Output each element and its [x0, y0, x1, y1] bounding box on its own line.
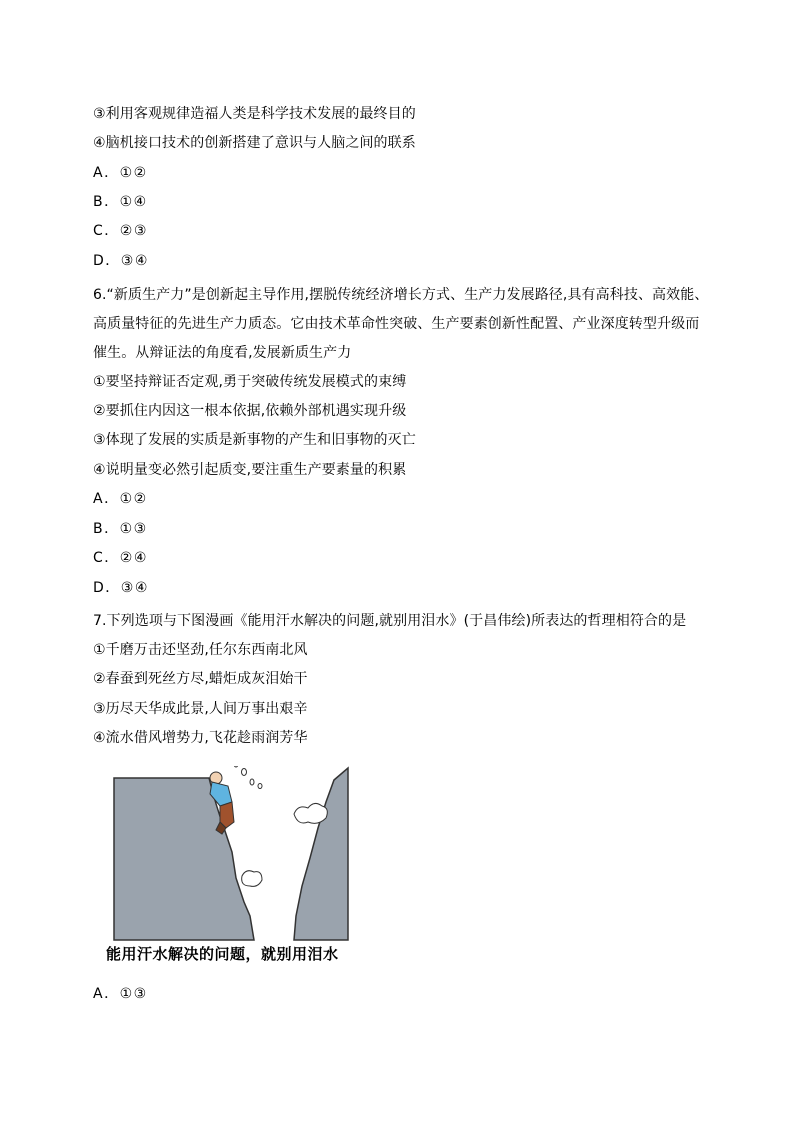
comic-illustration — [104, 766, 368, 966]
q6-option-a: A．①② — [93, 491, 148, 507]
comic-drawing — [104, 766, 368, 946]
q7-stem: 7.下列选项与下图漫画《能用汗水解决的问题,就别用泪水》(于昌伟绘)所表达的哲理相符合的是 — [93, 613, 687, 629]
cloud-puff-left — [242, 871, 262, 887]
q5-statement-4: ④脑机接口技术的创新搭建了意识与人脑之间的联系 — [93, 135, 416, 151]
q6-stem-line-1: 6.“新质生产力”是创新起主导作用,摆脱传统经济增长方式、生产力发展路径,具有高科技、高效能、 — [93, 287, 709, 303]
q5-option-d: D．③④ — [93, 253, 149, 269]
q6-statement-3: ③体现了发展的实质是新事物的产生和旧事物的灭亡 — [93, 432, 416, 448]
q6-stem-line-2: 高质量特征的先进生产力质态。它由技术革命性突破、生产要素创新性配置、产业深度转型升级而 — [93, 316, 700, 332]
q6-statement-4: ④说明量变必然引起质变,要注重生产要素量的积累 — [93, 462, 407, 478]
q6-statement-1: ①要坚持辩证否定观,勇于突破传统发展模式的束缚 — [93, 374, 407, 390]
right-cliff — [294, 768, 348, 940]
q7-statement-2: ②春蚕到死丝方尽,蜡炬成灰泪始干 — [93, 671, 308, 687]
q5-option-c: C．②③ — [93, 223, 148, 239]
q5-option-b: B．①④ — [93, 194, 148, 210]
q7-statement-1: ①千磨万击还坚劲,任尔东西南北风 — [93, 642, 308, 658]
left-cliff — [114, 778, 254, 940]
q6-statement-2: ②要抓住内因这一根本依据,依赖外部机遇实现升级 — [93, 403, 407, 419]
q7-statement-3: ③历尽天华成此景,人间万事出艰辛 — [93, 701, 308, 717]
q5-statement-3: ③利用客观规律造福人类是科学技术发展的最终目的 — [93, 106, 416, 122]
q7-statement-4: ④流水借风增势力,飞花趁雨润芳华 — [93, 730, 308, 746]
q6-option-c: C．②④ — [93, 550, 148, 566]
q6-option-b: B．①③ — [93, 521, 148, 537]
q6-stem-line-3: 催生。从辩证法的角度看,发展新质生产力 — [93, 345, 352, 361]
q7-option-a: A．①③ — [93, 986, 148, 1002]
sweat-drops — [234, 766, 262, 789]
cloud-puff-right — [294, 803, 327, 823]
q5-option-a: A．①② — [93, 165, 148, 181]
comic-caption: 能用汗水解决的问题，就别用泪水 — [106, 945, 339, 963]
q6-option-d: D．③④ — [93, 580, 149, 596]
